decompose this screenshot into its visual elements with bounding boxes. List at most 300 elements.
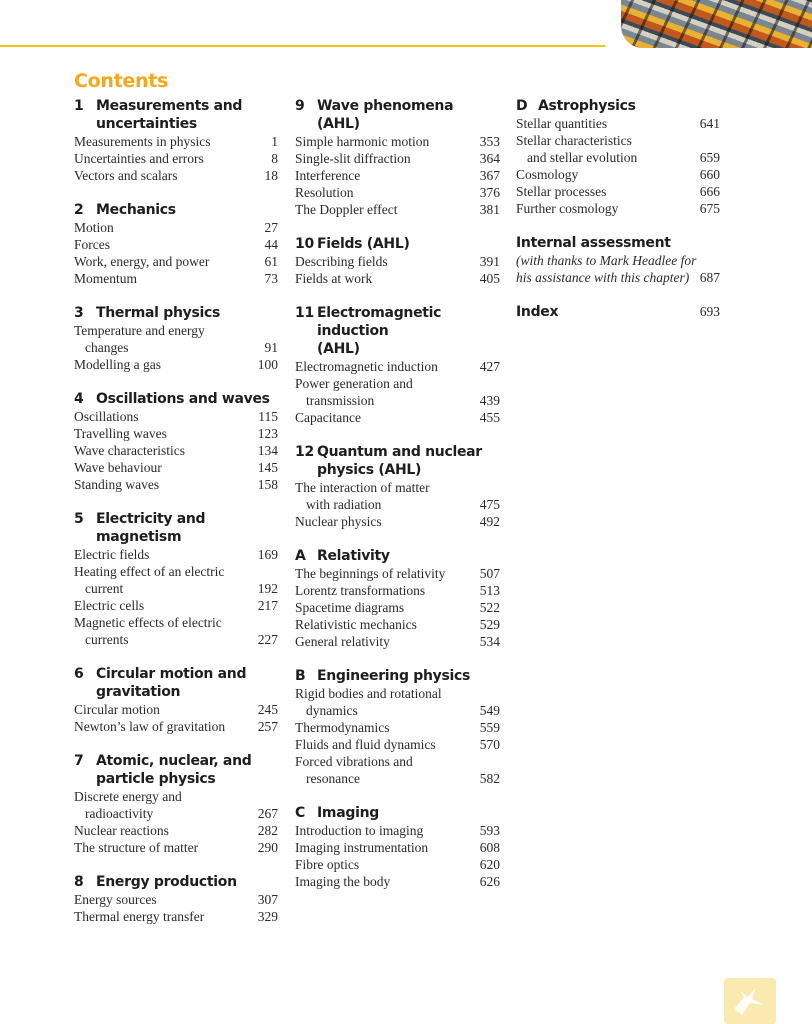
chapter-title — [96, 201, 278, 219]
toc-entry-line — [74, 167, 278, 184]
toc-chapter — [74, 873, 278, 925]
chapter-title-line: Electromagnetic induction — [317, 305, 442, 339]
toc-entry-page: 257 — [257, 719, 278, 734]
toc-entry[interactable] — [74, 133, 278, 150]
chapter-spacer — [295, 787, 500, 804]
chapter-heading[interactable] — [516, 234, 720, 252]
toc-entry[interactable] — [74, 563, 278, 597]
toc-column-1 — [74, 97, 278, 925]
toc-entry-line — [74, 133, 278, 150]
chapter-number: D — [516, 98, 528, 114]
toc-entry-page: 391 — [479, 254, 500, 269]
toc-chapter — [74, 304, 278, 373]
toc-entry-line — [295, 496, 500, 513]
toc-chapter — [295, 547, 500, 650]
toc-entry-line — [74, 459, 278, 476]
toc-entry[interactable] — [295, 133, 500, 150]
toc-entry-line — [295, 685, 500, 702]
chapter-note-text: his assistance with this chapter) — [516, 270, 690, 285]
toc-entry-line — [74, 631, 278, 648]
toc-entry-line — [516, 115, 720, 132]
toc-entry-title: Nuclear physics — [295, 514, 382, 529]
toc-entry-page: 145 — [257, 460, 278, 475]
toc-entry[interactable] — [74, 236, 278, 253]
toc-entry-title: Wave behaviour — [74, 460, 162, 475]
chapter-heading[interactable] — [295, 235, 500, 253]
chapter-title-line: Quantum and nuclear — [317, 444, 482, 460]
toc-entry-line — [74, 546, 278, 563]
toc-entry-line — [74, 322, 278, 339]
chapter-spacer — [74, 493, 278, 510]
toc-entry-page: 367 — [479, 168, 500, 183]
toc-entry-line — [74, 219, 278, 236]
toc-entry-title: Interference — [295, 168, 361, 183]
toc-entry-line — [74, 805, 278, 822]
toc-entry-line — [295, 633, 500, 650]
toc-entry-page: 660 — [699, 167, 720, 182]
toc-entry[interactable] — [295, 479, 500, 513]
chapter-heading[interactable] — [516, 303, 720, 321]
chapter-spacer — [74, 184, 278, 201]
toc-entry-page: 507 — [479, 566, 500, 581]
chapter-spacer — [295, 287, 500, 304]
toc-entry-page: 8 — [271, 151, 278, 166]
toc-entry-line — [295, 184, 500, 201]
toc-entry-page: 158 — [257, 477, 278, 492]
chapter-number: 3 — [74, 305, 84, 321]
toc-entry-line — [295, 409, 500, 426]
toc-entry-line — [74, 614, 278, 631]
toc-entry-line — [516, 183, 720, 200]
toc-chapter — [516, 97, 720, 217]
toc-entry[interactable] — [74, 822, 278, 839]
toc-entry-page: 582 — [479, 771, 500, 786]
toc-entry-line — [74, 891, 278, 908]
toc-entry-line — [74, 908, 278, 925]
toc-column-2 — [295, 97, 500, 890]
toc-entry[interactable] — [516, 183, 720, 200]
chapter-heading[interactable] — [74, 873, 278, 891]
toc-entry-title: Uncertainties and errors — [74, 151, 204, 166]
toc-entry-line — [74, 597, 278, 614]
chapter-number: 5 — [74, 511, 84, 527]
chapter-title-line: Wave phenomena (AHL) — [317, 98, 454, 132]
toc-entry[interactable] — [295, 873, 500, 890]
chapter-spacer — [516, 286, 720, 303]
toc-chapter — [516, 234, 720, 286]
toc-entry-line — [74, 339, 278, 356]
chapter-heading[interactable] — [295, 443, 500, 479]
chapter-heading[interactable] — [74, 97, 278, 133]
toc-chapter — [295, 667, 500, 787]
chapter-number: 1 — [74, 98, 84, 114]
toc-entry-title: Work, energy, and power — [74, 254, 210, 269]
toc-chapter — [74, 665, 278, 735]
chapter-title-line: Circular motion and — [96, 666, 247, 682]
toc-chapter — [295, 235, 500, 287]
toc-entry-line — [74, 788, 278, 805]
toc-entry-page: 475 — [479, 497, 500, 512]
chapter-heading[interactable] — [74, 752, 278, 788]
chapter-title — [96, 873, 278, 891]
toc-entry[interactable] — [74, 839, 278, 856]
toc-entry[interactable] — [74, 701, 278, 718]
toc-entry[interactable] — [516, 132, 720, 166]
toc-entry[interactable] — [295, 753, 500, 787]
toc-entry-line — [295, 150, 500, 167]
toc-entry[interactable] — [516, 115, 720, 132]
toc-entry[interactable] — [516, 200, 720, 217]
toc-entry-line — [295, 375, 500, 392]
chapter-spacer — [295, 650, 500, 667]
toc-chapter — [516, 303, 720, 321]
chapter-title — [317, 804, 500, 822]
toc-entry-title: Electric fields — [74, 547, 150, 562]
toc-entry-title: Stellar characteristics — [516, 133, 632, 148]
toc-entry-page: 61 — [264, 254, 278, 269]
toc-entry[interactable] — [295, 270, 500, 287]
toc-entry-line — [74, 718, 278, 735]
toc-entry-page: 608 — [479, 840, 500, 855]
toc-entry[interactable] — [295, 736, 500, 753]
chapter-page-number: 693 — [699, 304, 720, 319]
toc-entry[interactable] — [295, 375, 500, 409]
chapter-title-line: particle physics — [96, 771, 216, 787]
toc-entry[interactable] — [74, 718, 278, 735]
chapter-title — [516, 234, 720, 252]
chapter-spacer — [295, 530, 500, 547]
chapter-spacer — [516, 217, 720, 234]
toc-entry-title: Cosmology — [516, 167, 579, 182]
toc-entry-title: Electric cells — [74, 598, 145, 613]
toc-chapter — [74, 752, 278, 856]
toc-chapter — [295, 97, 500, 218]
toc-entry[interactable] — [295, 358, 500, 375]
toc-entry-title: Vectors and scalars — [74, 168, 178, 183]
toc-entry-title: Further cosmology — [516, 201, 619, 216]
chapter-note-text: (with thanks to Mark Headlee for — [516, 253, 697, 268]
toc-entry-page: 534 — [479, 634, 500, 649]
chapter-title-line: Measurements and — [96, 98, 243, 114]
toc-entry-page: 570 — [479, 737, 500, 752]
toc-entry-title: General relativity — [295, 634, 390, 649]
chapter-title — [516, 303, 700, 321]
chapter-title-line: Internal assessment — [516, 235, 671, 251]
toc-entry-title: Energy sources — [74, 892, 157, 907]
chapter-spacer — [74, 856, 278, 873]
toc-entry-line — [516, 200, 720, 217]
toc-entry-line — [295, 719, 500, 736]
toc-entry[interactable] — [74, 167, 278, 184]
chapter-title-line: physics (AHL) — [317, 462, 422, 478]
toc-entry-page: 73 — [264, 271, 278, 286]
toc-entry-line — [295, 358, 500, 375]
chapter-title-line: (AHL) — [317, 341, 360, 357]
header-rule — [0, 45, 605, 47]
chapter-number: 9 — [295, 98, 305, 114]
toc-entry-line — [295, 565, 500, 582]
toc-entry[interactable] — [295, 167, 500, 184]
toc-entry-page: 529 — [479, 617, 500, 632]
toc-entry-line — [295, 702, 500, 719]
chapter-spacer — [295, 426, 500, 443]
toc-entry[interactable] — [295, 599, 500, 616]
toc-entry[interactable] — [295, 633, 500, 650]
toc-entry-title: dynamics — [306, 703, 358, 718]
chapter-title-line: Electricity and magnetism — [96, 511, 206, 545]
toc-entry-page: 513 — [479, 583, 500, 598]
toc-entry-line — [516, 132, 720, 149]
toc-entry-page: 641 — [699, 116, 720, 131]
toc-entry-page: 492 — [479, 514, 500, 529]
toc-entry[interactable] — [74, 425, 278, 442]
chapter-heading[interactable] — [295, 804, 500, 822]
toc-entry-line — [295, 167, 500, 184]
chapter-title — [538, 97, 720, 115]
toc-entry-title: The Doppler effect — [295, 202, 398, 217]
toc-entry-line — [74, 270, 278, 287]
chapter-spacer — [74, 648, 278, 665]
toc-entry[interactable] — [295, 565, 500, 582]
toc-entry-title: The beginnings of relativity — [295, 566, 446, 581]
chapter-spacer — [74, 287, 278, 304]
chapter-title-line: Mechanics — [96, 202, 176, 218]
toc-entry[interactable] — [74, 408, 278, 425]
toc-entry[interactable] — [74, 476, 278, 493]
chapter-heading[interactable] — [295, 547, 500, 565]
toc-entry-title: Standing waves — [74, 477, 160, 492]
chapter-number: B — [295, 668, 306, 684]
toc-entry-page: 27 — [264, 220, 278, 235]
chapter-heading[interactable] — [74, 510, 278, 546]
toc-entry-title: Fields at work — [295, 271, 373, 286]
header-banner-image — [621, 0, 812, 48]
chapter-number: 2 — [74, 202, 84, 218]
toc-entry[interactable] — [74, 908, 278, 925]
toc-entry[interactable] — [74, 546, 278, 563]
toc-entry[interactable] — [74, 442, 278, 459]
toc-entry-line — [295, 201, 500, 218]
chapter-number: 8 — [74, 874, 84, 890]
toc-entry-title: Spacetime diagrams — [295, 600, 405, 615]
toc-entry-page: 307 — [257, 892, 278, 907]
toc-entry-page: 381 — [479, 202, 500, 217]
toc-chapter — [295, 304, 500, 426]
toc-entry[interactable] — [295, 253, 500, 270]
chapter-title — [96, 304, 278, 322]
toc-entry-page: 18 — [264, 168, 278, 183]
toc-entry-title: Thermodynamics — [295, 720, 390, 735]
watermark-icon — [730, 983, 770, 1019]
toc-entry-line — [295, 582, 500, 599]
toc-entry[interactable] — [74, 891, 278, 908]
toc-entry-title: Measurements in physics — [74, 134, 211, 149]
toc-entry-title: Introduction to imaging — [295, 823, 424, 838]
chapter-number: C — [295, 805, 305, 821]
toc-entry-line — [295, 270, 500, 287]
toc-entry-title: Forced vibrations and — [295, 754, 413, 769]
toc-entry[interactable] — [295, 201, 500, 218]
toc-entry-title: Wave characteristics — [74, 443, 185, 458]
toc-chapter — [74, 390, 278, 493]
toc-entry-title: Forces — [74, 237, 110, 252]
toc-entry-page: 364 — [479, 151, 500, 166]
toc-entry-page: 620 — [479, 857, 500, 872]
chapter-title — [96, 510, 278, 546]
toc-entry-line — [516, 149, 720, 166]
chapter-number: 7 — [74, 753, 84, 769]
toc-entry[interactable] — [74, 253, 278, 270]
chapter-title — [317, 97, 500, 133]
toc-entry-line — [295, 736, 500, 753]
toc-entry-page: 227 — [257, 632, 278, 647]
toc-entry[interactable] — [295, 184, 500, 201]
toc-entry[interactable] — [516, 166, 720, 183]
toc-entry[interactable] — [74, 270, 278, 287]
chapter-spacer — [74, 735, 278, 752]
toc-entry-line — [74, 822, 278, 839]
chapter-spacer — [295, 218, 500, 235]
toc-entry[interactable] — [295, 616, 500, 633]
toc-entry[interactable] — [74, 219, 278, 236]
toc-entry-title: Modelling a gas — [74, 357, 161, 372]
chapter-heading[interactable] — [74, 201, 278, 219]
chapter-title-line: uncertainties — [96, 116, 197, 132]
toc-entry-title: changes — [85, 340, 129, 355]
chapter-title — [317, 235, 500, 253]
toc-chapter — [295, 804, 500, 890]
toc-entry-title: radioactivity — [85, 806, 154, 821]
toc-entry-page: 659 — [699, 150, 720, 165]
watermark-logo — [724, 978, 776, 1024]
toc-entry-title: Oscillations — [74, 409, 139, 424]
chapter-heading[interactable] — [295, 97, 500, 133]
chapter-title-line: Engineering physics — [317, 668, 471, 684]
toc-entry-title: current — [85, 581, 124, 596]
toc-entry-page: 593 — [479, 823, 500, 838]
toc-entry-line — [295, 253, 500, 270]
chapter-number: 6 — [74, 666, 84, 682]
toc-entry-page: 100 — [257, 357, 278, 372]
toc-entry-line — [74, 839, 278, 856]
chapter-title-line: gravitation — [96, 684, 181, 700]
chapter-title-line: Fields (AHL) — [317, 236, 410, 252]
toc-entry-page: 559 — [479, 720, 500, 735]
toc-entry-page: 427 — [479, 359, 500, 374]
chapter-heading[interactable] — [74, 665, 278, 701]
toc-entry-title: Nuclear reactions — [74, 823, 169, 838]
toc-entry-title: Fibre optics — [295, 857, 360, 872]
chapter-title — [317, 667, 500, 685]
toc-entry-line — [74, 442, 278, 459]
toc-entry[interactable] — [74, 356, 278, 373]
toc-entry-line — [295, 770, 500, 787]
toc-entry[interactable] — [74, 150, 278, 167]
toc-entry-title: Magnetic effects of electric — [74, 615, 222, 630]
toc-entry[interactable] — [295, 839, 500, 856]
toc-entry-page: 44 — [264, 237, 278, 252]
toc-entry[interactable] — [295, 822, 500, 839]
toc-entry[interactable] — [295, 150, 500, 167]
chapter-spacer — [74, 373, 278, 390]
chapter-title — [317, 547, 500, 565]
toc-entry[interactable] — [74, 614, 278, 648]
toc-entry-page: 290 — [257, 840, 278, 855]
toc-chapter — [74, 97, 278, 184]
toc-entry-page: 91 — [264, 340, 278, 355]
toc-entry-line — [74, 563, 278, 580]
toc-entry-title: Rigid bodies and rotational — [295, 686, 442, 701]
toc-chapter — [74, 510, 278, 648]
toc-entry-line — [74, 476, 278, 493]
chapter-heading[interactable] — [295, 667, 500, 685]
toc-column-3 — [516, 97, 720, 321]
toc-entry[interactable] — [74, 788, 278, 822]
toc-entry[interactable] — [295, 409, 500, 426]
toc-entry-page: 675 — [699, 201, 720, 216]
toc-entry-line — [74, 236, 278, 253]
toc-entry-page: 549 — [479, 703, 500, 718]
toc-entry-line — [295, 599, 500, 616]
toc-entry-title: Motion — [74, 220, 114, 235]
toc-entry-page: 666 — [699, 184, 720, 199]
toc-entry-title: Stellar quantities — [516, 116, 608, 131]
chapter-number: 11 — [295, 305, 314, 321]
toc-entry[interactable] — [74, 597, 278, 614]
toc-entry[interactable] — [295, 513, 500, 530]
chapter-title-line: Imaging — [317, 805, 379, 821]
chapter-heading[interactable] — [74, 304, 278, 322]
chapter-heading[interactable] — [516, 97, 720, 115]
toc-entry[interactable] — [295, 719, 500, 736]
page-title: Contents — [74, 70, 169, 92]
toc-entry-page: 123 — [257, 426, 278, 441]
toc-entry-page: 169 — [257, 547, 278, 562]
toc-entry[interactable] — [74, 322, 278, 356]
chapter-heading[interactable] — [295, 304, 500, 358]
chapter-number: A — [295, 548, 306, 564]
toc-entry-page: 353 — [479, 134, 500, 149]
toc-entry-line — [74, 356, 278, 373]
toc-chapter — [74, 201, 278, 287]
chapter-title — [96, 752, 278, 788]
toc-entry-title: Lorentz transformations — [295, 583, 426, 598]
toc-entry[interactable] — [295, 582, 500, 599]
toc-entry-line — [74, 701, 278, 718]
toc-entry[interactable] — [74, 459, 278, 476]
chapter-note-line — [516, 269, 720, 286]
toc-entry-page: 626 — [479, 874, 500, 889]
toc-entry-line — [295, 873, 500, 890]
toc-entry-title: with radiation — [306, 497, 382, 512]
toc-entry-line — [74, 580, 278, 597]
toc-entry-page: 439 — [479, 393, 500, 408]
toc-entry-title: Heating effect of an electric — [74, 564, 225, 579]
chapter-title-line: Relativity — [317, 548, 390, 564]
toc-entry-title: Imaging instrumentation — [295, 840, 429, 855]
chapter-heading[interactable] — [74, 390, 278, 408]
toc-entry-title: Single-slit diffraction — [295, 151, 411, 166]
toc-entry[interactable] — [295, 856, 500, 873]
toc-entry-title: Circular motion — [74, 702, 160, 717]
toc-entry-line — [516, 166, 720, 183]
toc-entry-title: and stellar evolution — [527, 150, 638, 165]
toc-entry-title: Imaging the body — [295, 874, 391, 889]
toc-entry[interactable] — [295, 685, 500, 719]
toc-entry-line — [295, 616, 500, 633]
toc-entry-line — [295, 839, 500, 856]
toc-entry-title: Electromagnetic induction — [295, 359, 438, 374]
